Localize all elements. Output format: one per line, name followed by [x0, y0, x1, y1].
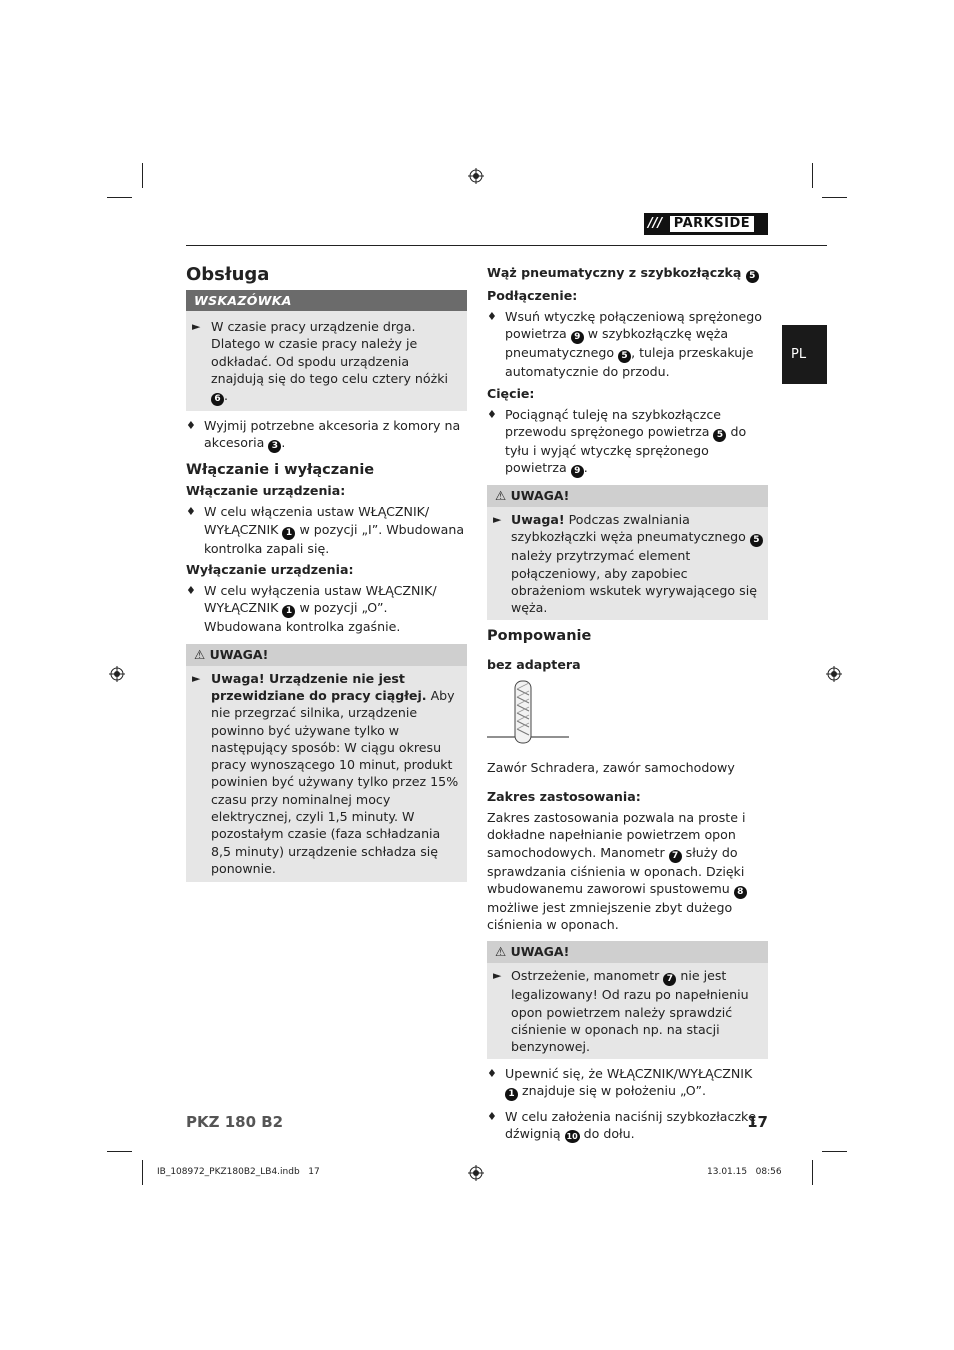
ref-number: 9	[571, 331, 584, 344]
connect-item	[487, 308, 768, 381]
ref-number: 9	[571, 465, 584, 478]
on-item	[186, 503, 467, 557]
connect-text: Wsuń wtyczkę połączeniową sprężonego powietrza	[505, 309, 762, 342]
scope-text-c: możliwe jest zmniejszenie zbyt dużego ciśnienia w oponach.	[487, 899, 733, 933]
pump-title: Pompowanie	[487, 627, 592, 644]
crop-mark	[142, 163, 143, 188]
scope-paragraph	[487, 809, 768, 933]
arrow-bullet-icon: ►	[192, 671, 201, 685]
warning-box	[487, 941, 768, 1058]
warning-item	[192, 670, 463, 878]
crop-mark	[822, 197, 847, 198]
crop-mark	[107, 1151, 132, 1152]
ref-number: 1	[282, 605, 295, 618]
warning-header	[487, 941, 768, 963]
scope-text-b: służy do sprawdzania ciśnienia w oponach. Dzięki wbudowanemu zaworowi spustowemu	[487, 844, 745, 896]
ref-number: 10	[566, 1132, 578, 1142]
note-header: WSKAZÓWKA	[186, 290, 467, 311]
warning-label: UWAGA!	[510, 488, 570, 504]
arrow-bullet-icon: ►	[493, 969, 502, 983]
scope-title: Zakres zastosowania:	[487, 788, 641, 804]
cut-text-b: do tyłu i wyjąć wtyczkę sprężonego powietrza	[505, 423, 747, 476]
cut-text: Pociągnąć tuleję na szybkozłączce przewodu sprężonego powietrza	[505, 406, 722, 439]
off-title: Wyłączanie urządzenia:	[186, 562, 354, 578]
parkside-logo	[644, 213, 768, 235]
warning-box	[186, 644, 467, 883]
note-box	[186, 290, 467, 411]
warning-item	[493, 967, 764, 1055]
cut-text-c: .	[583, 460, 588, 476]
warning-text-b: należy przytrzymać element połączeniowy, aby zapobiec obrażeniom wskutek wyrywającego się węża.	[511, 548, 757, 616]
adapter-title: bez adaptera	[487, 656, 581, 672]
ref-number: 5	[746, 270, 759, 283]
schrader-valve-illustration	[487, 675, 569, 753]
registration-mark-icon	[109, 666, 125, 682]
registration-mark-icon	[468, 1165, 484, 1181]
header-rule	[186, 245, 827, 246]
on-text: W celu włączenia ustaw WŁĄCZNIK/ WYŁĄCZNIK	[204, 504, 430, 537]
arrow-bullet-icon: ►	[493, 513, 502, 527]
note-text: W czasie pracy urządzenie drga. Dlatego w czasie pracy należy je odkładać. Od spodu urządzenia znajdują się do tego celu cztery nóżki	[211, 319, 449, 386]
logo-slashes: ///	[648, 216, 663, 231]
switch-item	[487, 1065, 768, 1101]
attach-item	[487, 1108, 768, 1143]
diamond-bullet-icon: ♦	[487, 310, 497, 323]
hose-title-text: Wąż pneumatyczny z szybkozłączką	[487, 265, 742, 280]
warning-header	[186, 644, 467, 666]
ref-number: 7	[663, 973, 676, 986]
warning-text: Aby nie przegrzać silnika, urządzenie powinno być używane tylko w następujący sposób: W ciągu okresu pracy wynoszącego 10 minut, produkt powinien być używany tylko przez 15% czasu przy nominalnej mocy elektrycznej, czyli 1,5 minuty. W pozostałym czasie (faza schładzania 8,5 minuty) urządzenie schładza się ponownie.	[211, 687, 459, 876]
connect-title: Podłączenie:	[487, 288, 578, 303]
connect-text-c: , tuleja przeskakuje automatycznie do przodu.	[505, 345, 754, 380]
crop-mark	[822, 1151, 847, 1152]
file-info: IB_108972_PKZ180B2_LB4.indb 17	[157, 1167, 320, 1177]
cut-item	[487, 406, 768, 479]
attach-text: W celu założenia naciśnij szybkozłaczkę dźwignią	[505, 1108, 757, 1142]
warning-header	[487, 485, 768, 507]
language-tab: PL	[782, 325, 827, 384]
cut-title: Cięcie:	[487, 385, 535, 401]
off-item	[186, 582, 467, 636]
warning-text-b: nie jest legalizowany! Od razu po napełnieniu opon powietrzem należy sprawdzić ciśnienie w oponach np. na stacji benzynowej.	[511, 968, 749, 1055]
ref-number: 1	[282, 527, 295, 540]
warning-bold: Uwaga! Urządzenie nie jest przewidziane do pracy ciągłej.	[211, 670, 427, 703]
warning-item	[493, 511, 764, 616]
left-column	[186, 262, 467, 882]
crop-mark	[812, 163, 813, 188]
arrow-bullet-icon: ►	[192, 320, 201, 333]
ref-number: 1	[505, 1088, 518, 1101]
warning-label: UWAGA!	[209, 646, 269, 662]
logo-text: PARKSIDE	[670, 216, 754, 232]
ref-number: 8	[734, 886, 747, 899]
crop-mark	[812, 1160, 813, 1185]
diamond-bullet-icon: ♦	[487, 407, 497, 421]
ref-number: 5	[713, 429, 726, 442]
section-title: Obsługa	[186, 264, 270, 285]
diamond-bullet-icon: ♦	[186, 584, 196, 598]
page-number: 17	[747, 1113, 768, 1131]
switch-text-b: znajduje się w położeniu „O”.	[522, 1082, 707, 1098]
ref-number: 6	[211, 393, 224, 406]
diamond-bullet-icon: ♦	[487, 1109, 497, 1123]
right-column	[487, 265, 768, 1143]
registration-mark-icon	[468, 168, 484, 184]
off-text-b: w pozycji „O”. Wbudowana kontrolka zgaśnie.	[204, 600, 401, 635]
model-name: PKZ 180 B2	[186, 1113, 284, 1131]
warning-bold: Uwaga!	[511, 512, 565, 528]
connect-text-b: w szybkozłączkę węża pneumatycznego	[505, 326, 729, 361]
switch-text: Upewnić się, że WŁĄCZNIK/WYŁĄCZNIK	[505, 1065, 753, 1081]
accessory-item: ♦ Wyjmij potrzebne akcesoria z komory na akcesoria 3 .	[186, 418, 461, 452]
warning-triangle-icon: ⚠	[194, 646, 206, 662]
scope-text: Zakres zastosowania pozwala na proste i dokładne napełnianie powietrzem opon samochodowych. Manometr	[487, 809, 746, 860]
warning-triangle-icon: ⚠	[495, 488, 507, 504]
ref-number: 3	[268, 440, 281, 453]
diamond-bullet-icon: ♦	[186, 505, 196, 519]
ref-number: 5	[618, 350, 631, 363]
accessory-text: Wyjmij potrzebne akcesoria z komory na akcesoria	[204, 418, 461, 451]
diamond-bullet-icon: ♦	[186, 419, 196, 433]
onoff-title: Włączanie i wyłączanie	[186, 462, 375, 479]
on-text-b: w pozycji „I”. Wbudowana kontrolka zapali się.	[204, 521, 465, 556]
warning-text: Podczas zwalniania szybkozłączki węża pneumatycznego	[511, 512, 746, 545]
valve-caption: Zawór Schradera, zawór samochodowy	[487, 759, 735, 775]
crop-mark	[142, 1160, 143, 1185]
warning-triangle-icon: ⚠	[495, 944, 507, 960]
attach-text-b: do dołu.	[583, 1126, 635, 1142]
warning-box	[487, 485, 768, 619]
on-title: Włączanie urządzenia:	[186, 483, 346, 499]
crop-mark	[107, 197, 132, 198]
warning-text: Ostrzeżenie, manometr	[511, 968, 660, 984]
ref-number: 5	[750, 534, 763, 547]
hose-title	[487, 265, 768, 283]
warning-label: UWAGA!	[510, 944, 570, 960]
print-date: 13.01.15 08:56	[707, 1167, 782, 1177]
ref-number: 7	[669, 850, 682, 863]
registration-mark-icon	[826, 666, 842, 682]
diamond-bullet-icon: ♦	[487, 1066, 497, 1080]
note-item: ► W czasie pracy urządzenie drga. Dlatego w czasie pracy należy je odkładać. Od spodu urządzenia znajdują się do tego celu cztery nóżki 6 .	[192, 319, 449, 405]
off-text: W celu wyłączenia ustaw WŁĄCZNIK/ WYŁĄCZNIK	[204, 583, 437, 616]
